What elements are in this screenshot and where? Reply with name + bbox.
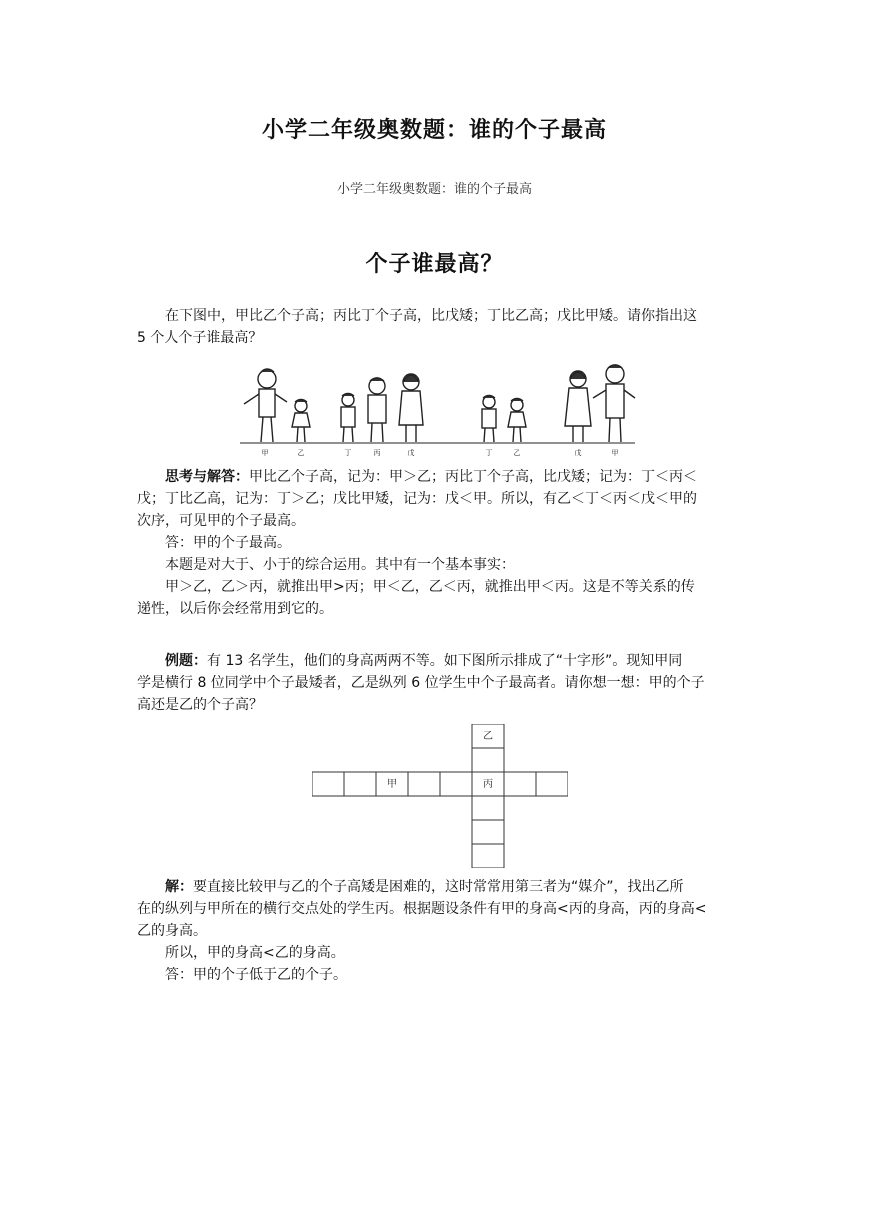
figure-label: 甲	[611, 449, 619, 457]
note-line: 本题是对大于、小于的综合运用。其中有一个基本事实：	[165, 557, 515, 573]
person-figure	[292, 400, 310, 443]
grid-cell	[408, 772, 440, 796]
grid-cell	[536, 772, 568, 796]
example-line-2: 学是横行 8 位同学中个子最矮者，乙是纵列 6 位学生中个子最高者。请你想一想：甲的个子	[137, 675, 705, 691]
answer-line-3: 乙的身高。	[137, 923, 207, 939]
figure-label: 戊	[574, 449, 582, 457]
grid-cell	[472, 796, 504, 820]
example-block	[137, 650, 747, 716]
figure-label: 丙	[373, 449, 381, 457]
example-line-3: 高还是乙的个子高？	[137, 697, 263, 713]
solution-block	[137, 466, 747, 554]
problem-line-1: 在下图中，甲比乙个子高；丙比丁个子高，比戊矮；丁比乙高；戊比甲矮。请你指出这	[165, 308, 697, 324]
figure-label: 甲	[261, 449, 269, 457]
grid-cell	[312, 772, 344, 796]
answer-line-5: 答：甲的个子低于乙的个子。	[165, 967, 347, 983]
cross-grid	[312, 724, 568, 868]
grid-label-bing: 丙	[483, 779, 493, 790]
answer-label: 解：	[165, 879, 193, 895]
grid-cell	[472, 748, 504, 772]
example-label: 例题：	[165, 653, 207, 669]
grid-cell	[472, 820, 504, 844]
person-figure	[508, 399, 526, 443]
document-subtitle: 小学二年级奥数题：谁的个子最高	[336, 182, 532, 197]
figure-label: 乙	[513, 449, 521, 457]
document-title: 小学二年级奥数题：谁的个子最高	[261, 118, 607, 143]
solution-answer: 答：甲的个子最高。	[165, 535, 291, 551]
problem-statement	[137, 305, 747, 349]
problem-line-2: 5 个人个子谁最高？	[137, 330, 263, 346]
grid-label-jia: 甲	[387, 779, 397, 790]
answer-line-1: 要直接比较甲与乙的个子高矮是困难的，这时常常用第三者为“媒介”，找出乙所	[193, 879, 684, 895]
section-heading: 个子谁最高？	[365, 252, 504, 277]
rule-line-1: 甲＞乙，乙＞丙，就推出甲>丙；甲＜乙，乙＜丙，就推出甲＜丙。这是不等关系的传	[165, 579, 695, 595]
answer-line-4: 所以，甲的身高<乙的身高。	[165, 945, 345, 961]
rule-line-2: 递性，以后你会经常用到它的。	[137, 601, 333, 617]
figure-label: 乙	[297, 449, 305, 457]
note-block	[137, 554, 747, 620]
answer-block	[137, 876, 747, 986]
person-figure	[399, 374, 423, 442]
person-figure	[341, 394, 355, 443]
children-illustration	[235, 362, 640, 462]
person-figure	[565, 371, 591, 442]
answer-line-2: 在的纵列与甲所在的横行交点处的学生丙。根据题设条件有甲的身高<丙的身高，丙的身高<	[137, 901, 707, 917]
grid-cell	[440, 772, 472, 796]
solution-label: 思考与解答：	[165, 469, 249, 485]
person-figure	[593, 365, 635, 442]
person-figure	[368, 378, 386, 442]
grid-cell	[504, 772, 536, 796]
grid-label-yi: 乙	[483, 731, 493, 742]
figure-label: 丁	[344, 449, 352, 457]
figure-label: 丁	[485, 449, 493, 457]
solution-line-3: 次序，可见甲的个子最高。	[137, 513, 305, 529]
example-line-1: 有 13 名学生，他们的身高两两不等。如下图所示排成了“十字形”。现知甲同	[207, 653, 683, 669]
grid-cell	[344, 772, 376, 796]
solution-line-1: 甲比乙个子高，记为：甲＞乙；丙比丁个子高，比戊矮；记为：丁＜丙＜	[249, 469, 697, 485]
grid-cell	[472, 844, 504, 868]
person-figure	[244, 369, 287, 442]
person-figure	[482, 396, 496, 443]
solution-line-2: 戊；丁比乙高，记为：丁＞乙；戊比甲矮，记为：戊＜甲。所以，有乙＜丁＜丙＜戊＜甲的	[137, 491, 697, 507]
figure-label: 戊	[407, 449, 415, 457]
